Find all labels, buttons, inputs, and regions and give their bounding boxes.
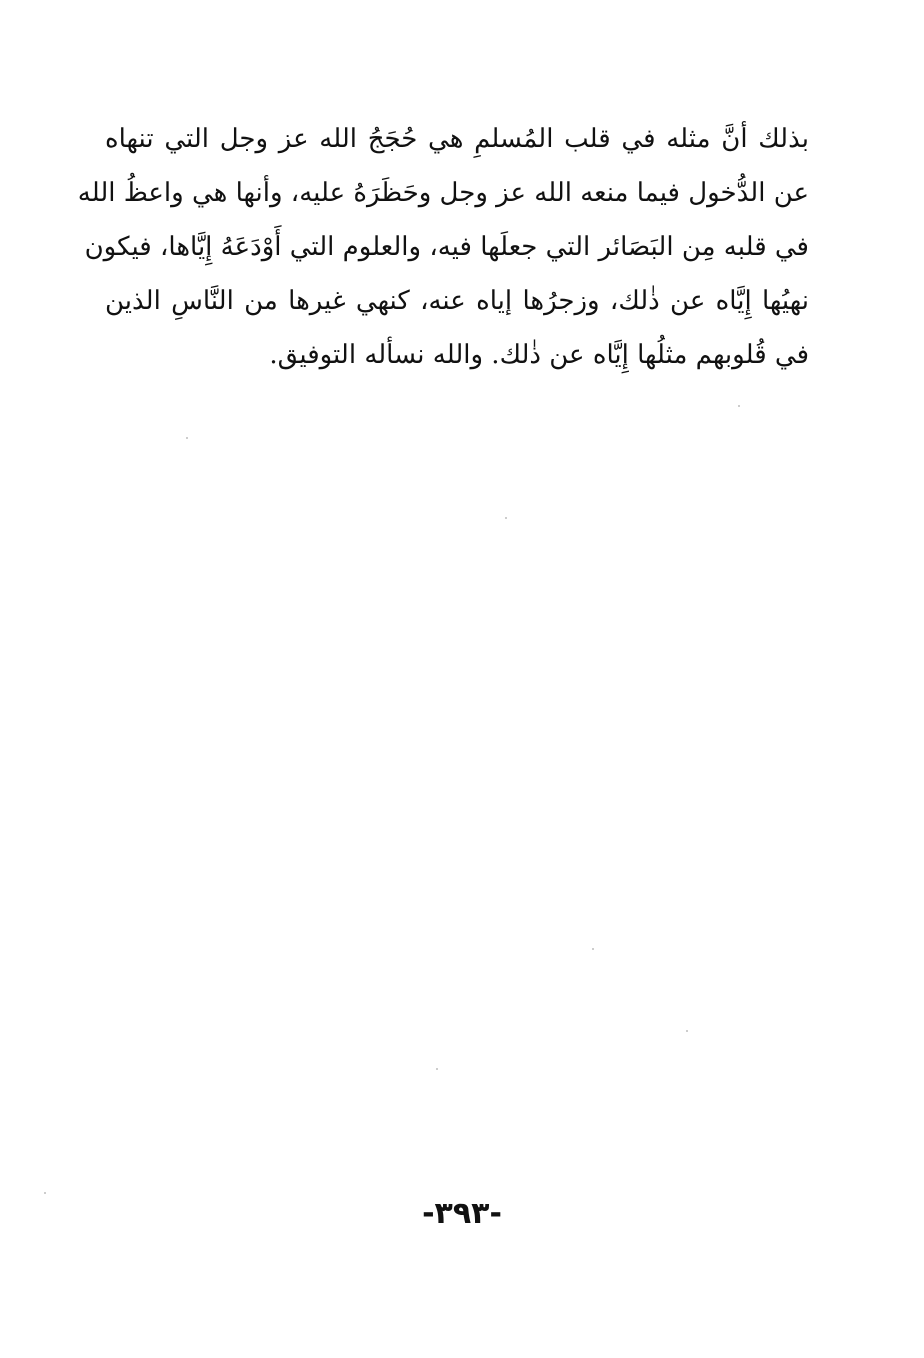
scan-speck bbox=[436, 1068, 438, 1070]
text-line-4: نهيُها إِيَّاه عن ذٰلك، وزجرُها إياه عنه، كنهي غيرها من النَّاسِ الذين bbox=[105, 286, 809, 316]
scan-speck bbox=[186, 437, 188, 439]
scan-speck bbox=[44, 1192, 46, 1194]
body-paragraph bbox=[77, 112, 809, 382]
text-line-3: في قلبه مِن البَصَائر التي جعلَها فيه، والعلوم التي أَوْدَعَهُ إِيَّاها، فيكون bbox=[84, 232, 809, 262]
text-line-5: في قُلوبهم مثلُها إِيَّاه عن ذٰلك. والله نسأله التوفيق. bbox=[269, 340, 809, 370]
scan-speck bbox=[505, 517, 507, 519]
text-line-2: عن الدُّخول فيما منعه الله عز وجل وحَظَرَهُ عليه، وأنها هي واعظُ الله bbox=[77, 178, 809, 208]
scan-speck bbox=[592, 948, 594, 950]
scan-speck bbox=[738, 405, 740, 407]
text-line-1: بذلك أنَّ مثله في قلب المُسلمِ هي حُجَجُ الله عز وجل التي تنهاه bbox=[105, 124, 809, 154]
scan-speck bbox=[686, 1030, 688, 1032]
page-number: -٣٩٣- bbox=[422, 1196, 502, 1231]
